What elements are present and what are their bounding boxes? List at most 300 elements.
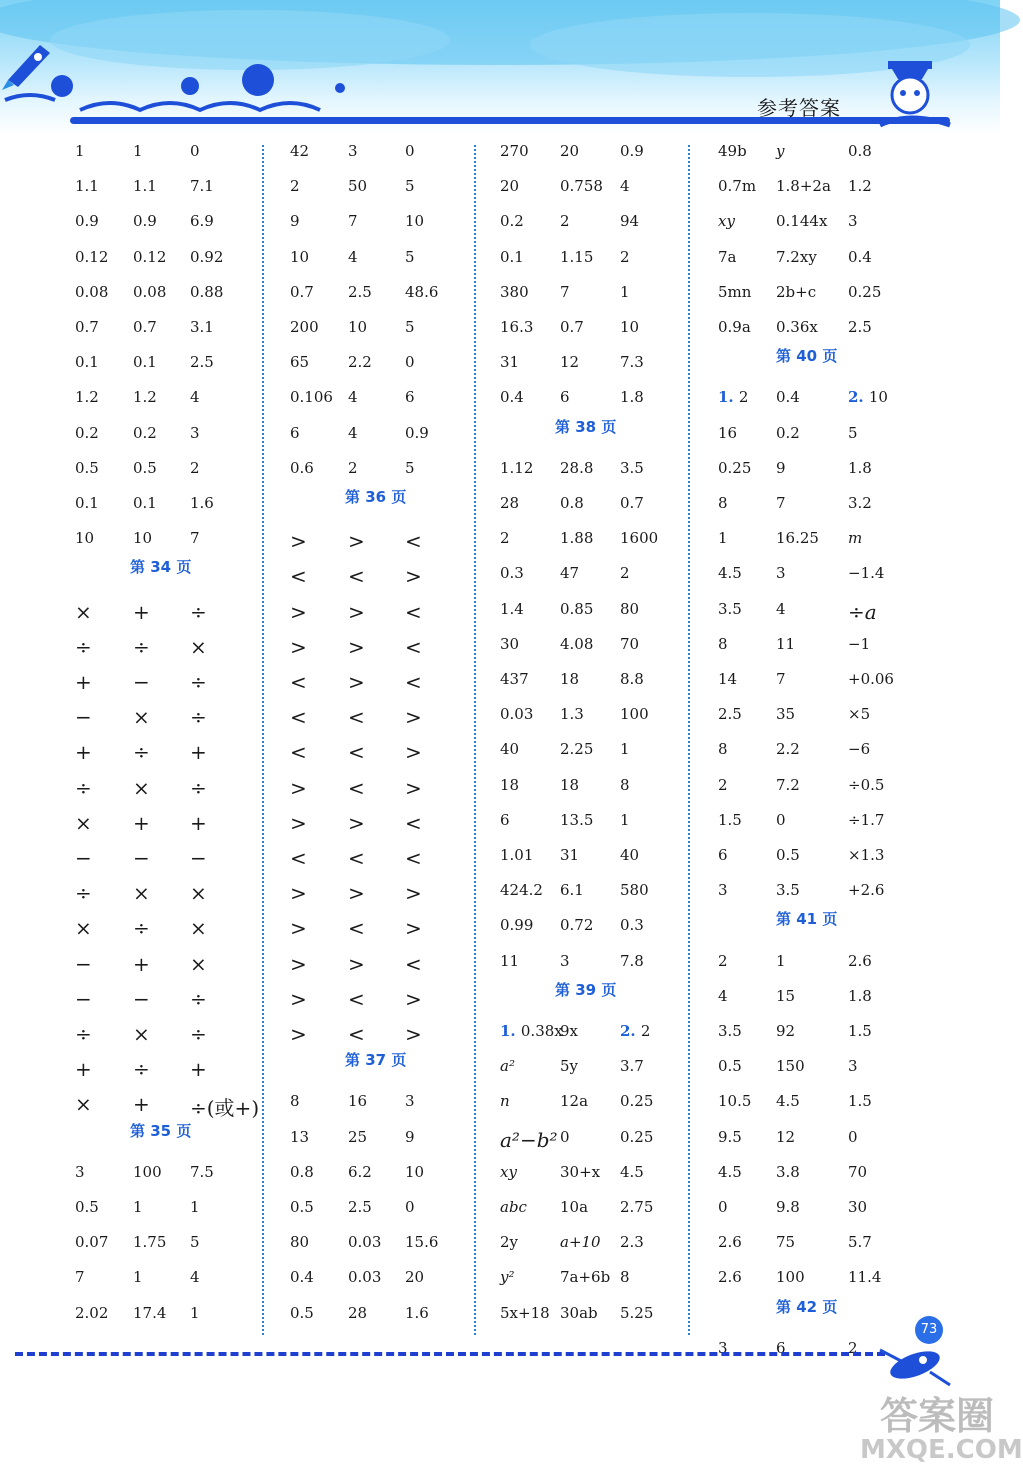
answer-cell: >: [348, 951, 365, 976]
answer-cell: 0.03: [348, 1268, 382, 1287]
answer-cell: 580: [620, 881, 649, 900]
answer-cell: 15.6: [405, 1233, 439, 1252]
answer-row: [290, 177, 470, 207]
answer-cell: >: [290, 881, 307, 906]
answer-cell: >: [405, 740, 422, 765]
answer-cell: <: [290, 705, 307, 730]
answer-cell: ×5: [848, 705, 871, 724]
answer-row: [500, 952, 685, 982]
answer-cell: 7a+6b: [560, 1268, 611, 1287]
answer-cell: 0.3: [620, 916, 644, 935]
section-heading: 第 38 页: [555, 417, 617, 436]
answer-row: [290, 424, 470, 454]
answer-row: [718, 283, 958, 313]
answer-cell: 8: [718, 740, 728, 759]
section-heading: 第 36 页: [345, 488, 407, 506]
answer-row: [75, 142, 260, 172]
answer-row: [718, 670, 958, 700]
answer-cell: ÷: [190, 775, 207, 800]
answer-row: [718, 424, 958, 454]
answer-cell: 2.5: [190, 353, 214, 372]
answer-cell: 16.3: [500, 318, 534, 336]
answer-cell: 42: [290, 142, 310, 160]
answer-cell: 6: [405, 388, 415, 407]
answer-row: [500, 740, 685, 770]
rocket-icon: [0, 35, 60, 95]
answer-row: [75, 1163, 260, 1193]
answer-cell: >: [290, 775, 307, 800]
answer-row: [500, 142, 685, 172]
answer-cell: 6: [290, 423, 300, 442]
answer-cell: 18: [560, 670, 580, 688]
answer-cell: ÷: [190, 705, 207, 730]
answer-row: [500, 283, 685, 313]
answer-row: [500, 1022, 685, 1052]
answer-cell: 1.6: [405, 1303, 429, 1322]
watermark-logo: 答案圈: [880, 1394, 995, 1438]
answer-row: [500, 1163, 685, 1193]
answer-cell: 0: [405, 353, 415, 372]
answer-cell: 17.4: [133, 1303, 167, 1322]
answer-cell: 13: [290, 1127, 310, 1146]
answer-row: [290, 846, 470, 876]
answer-cell: 20: [560, 142, 580, 160]
answer-row: [75, 811, 260, 841]
answer-cell: 28.8: [560, 458, 594, 477]
answer-cell: 2: [718, 951, 728, 970]
answer-cell: a²−b²: [500, 1127, 558, 1152]
answer-row: [75, 952, 260, 982]
section-heading: 第 37 页: [345, 1051, 407, 1070]
answer-row: [75, 1092, 260, 1122]
answer-cell: 9x: [560, 1022, 579, 1040]
answer-cell: 0.88: [190, 282, 224, 301]
answer-cell: 1.2: [75, 388, 99, 407]
answer-cell: 18: [560, 775, 580, 794]
answer-cell: 4: [190, 388, 200, 407]
answer-cell: 0.12: [133, 247, 167, 266]
answer-cell: 437: [500, 670, 529, 688]
answer-cell: +: [190, 740, 207, 765]
answer-cell: 3: [718, 881, 728, 900]
answer-cell: 1: [133, 142, 143, 160]
answer-cell: 1.2: [133, 388, 157, 407]
answer-cell: 4.5: [718, 564, 742, 583]
answer-cell: 14: [718, 670, 738, 688]
answer-cell: 4: [348, 247, 358, 266]
answer-cell: 3: [848, 212, 858, 231]
answer-cell: 0.758: [560, 177, 603, 196]
answer-row: [290, 142, 470, 172]
answer-row: [290, 248, 470, 278]
answer-cell: 10: [75, 529, 95, 548]
answer-cell: 7.8: [620, 951, 644, 970]
answer-cell: ÷: [133, 740, 150, 765]
answer-cell: ÷: [190, 670, 207, 694]
answer-cell: 31: [560, 846, 580, 864]
answer-cell: 16: [348, 1092, 368, 1111]
answer-cell: 7: [190, 529, 200, 548]
answer-cell: 5: [190, 1233, 200, 1252]
answer-cell: 3.1: [190, 318, 214, 336]
answer-cell: 7a: [718, 247, 737, 266]
answer-row: [290, 212, 470, 242]
watermark-url: MXQE.COM: [860, 1435, 1023, 1465]
answer-cell: <: [405, 529, 422, 554]
answer-cell: 1. 2: [718, 388, 749, 407]
answer-cell: −6: [848, 740, 871, 759]
answer-cell: 2: [500, 529, 510, 548]
answer-cell: 5: [405, 247, 415, 266]
answer-cell: 0.2: [776, 423, 800, 442]
answer-cell: 12a: [560, 1092, 589, 1111]
answer-row: [290, 564, 470, 594]
answer-cell: 0.1: [133, 494, 157, 512]
answer-cell: 100: [776, 1268, 805, 1287]
answer-cell: ×: [75, 599, 92, 624]
answer-row: [718, 1092, 958, 1122]
answer-cell: 0: [405, 142, 415, 160]
answer-cell: <: [348, 1022, 365, 1046]
answer-cell: 4: [348, 388, 358, 407]
answer-cell: 0.25: [620, 1092, 654, 1111]
answer-row: [75, 1233, 260, 1263]
answer-cell: 0.1: [500, 247, 524, 266]
answer-cell: 2.25: [560, 740, 594, 759]
answer-row: [500, 881, 685, 911]
answer-cell: 9.8: [776, 1198, 800, 1216]
answer-row: [500, 388, 685, 418]
answer-cell: 70: [620, 634, 640, 653]
answer-row: [500, 494, 685, 524]
answer-column-1: [75, 140, 260, 1340]
answer-cell: 2.75: [620, 1198, 654, 1216]
answer-row: [75, 212, 260, 242]
answer-row: [75, 635, 260, 665]
answer-row: [290, 1233, 470, 1263]
answer-cell: 3.2: [848, 494, 872, 512]
answer-cell: 7.5: [190, 1162, 214, 1181]
answer-column-3: [500, 140, 685, 1340]
answer-cell: ÷a: [848, 599, 877, 624]
answer-cell: 1.88: [560, 529, 594, 548]
answer-cell: 0.07: [75, 1233, 109, 1252]
answer-cell: 7.1: [190, 177, 214, 196]
answer-row: [75, 494, 260, 524]
answer-cell: 3: [560, 951, 570, 970]
answer-cell: <: [290, 564, 307, 589]
answer-row: [718, 564, 958, 594]
answer-cell: +: [133, 951, 150, 976]
answer-cell: 0.2: [133, 423, 157, 442]
answer-cell: 16.25: [776, 529, 819, 548]
answer-row: [500, 212, 685, 242]
answer-cell: >: [348, 529, 365, 554]
answer-cell: ×: [190, 634, 207, 659]
answer-cell: 11: [500, 951, 520, 970]
answer-row: [75, 916, 260, 946]
answer-row: [500, 600, 685, 630]
answer-row: [290, 600, 470, 630]
answer-cell: 2. 2: [620, 1022, 651, 1040]
answer-cell: >: [290, 1022, 307, 1046]
column-divider: [262, 145, 264, 1335]
sky-decoration: [0, 0, 1000, 135]
answer-row: [75, 705, 260, 735]
answer-cell: 3.7: [620, 1057, 644, 1076]
answer-cell: 0.7: [620, 494, 644, 512]
answer-cell: 15: [776, 986, 796, 1005]
answer-cell: 1: [620, 740, 630, 759]
answer-cell: 4.5: [776, 1092, 800, 1111]
answer-cell: <: [348, 916, 365, 941]
answer-row: [500, 1128, 685, 1158]
answer-row: [500, 670, 685, 700]
answer-cell: 2.6: [718, 1268, 742, 1287]
answer-cell: 0: [405, 1198, 415, 1216]
answer-row: [718, 987, 958, 1017]
answer-cell: 3: [348, 142, 358, 160]
answer-cell: 0.5: [290, 1198, 314, 1216]
answer-cell: ×: [133, 1022, 150, 1046]
answer-row: [75, 600, 260, 630]
answer-cell: 92: [776, 1022, 796, 1040]
answer-cell: ÷: [190, 1022, 207, 1046]
answer-cell: 6.1: [560, 881, 584, 900]
answer-cell: 0: [776, 810, 786, 829]
answer-cell: 0.8: [848, 142, 872, 160]
page-header: [0, 0, 1000, 135]
answer-cell: 0.25: [848, 282, 882, 301]
answer-cell: 0.106: [290, 388, 333, 407]
answer-cell: 1: [190, 1198, 200, 1216]
answer-row: [290, 670, 470, 700]
answer-cell: 10: [405, 1162, 425, 1181]
answer-cell: abc: [500, 1198, 527, 1216]
answer-row: [75, 459, 260, 489]
answer-cell: 8: [620, 1268, 630, 1287]
answer-cell: 0.36x: [776, 318, 818, 336]
section-heading: 第 34 页: [130, 558, 192, 577]
answer-row: [290, 811, 470, 841]
answer-cell: 0.9: [75, 212, 99, 231]
answer-cell: −: [133, 670, 150, 694]
answer-cell: 0.5: [75, 1198, 99, 1216]
answer-cell: 10: [290, 247, 310, 266]
answer-row: [75, 1022, 260, 1052]
answer-cell: >: [290, 599, 307, 624]
answer-row: [75, 353, 260, 383]
answer-row: [290, 529, 470, 559]
answer-row: [290, 283, 470, 313]
answer-cell: 28: [348, 1303, 368, 1322]
answer-cell: 40: [500, 740, 520, 759]
answer-row: [718, 177, 958, 207]
answer-row: [718, 459, 958, 489]
answer-row: [290, 987, 470, 1017]
answer-cell: +: [133, 810, 150, 835]
answer-cell: 380: [500, 282, 529, 301]
answer-cell: +: [133, 1092, 150, 1117]
answer-row: [500, 177, 685, 207]
answer-cell: ÷(或+): [190, 1096, 260, 1121]
answer-row: [500, 916, 685, 946]
answer-cell: 0.144x: [776, 212, 828, 231]
answer-cell: +: [190, 810, 207, 835]
answer-cell: 0.1: [75, 494, 99, 512]
answer-cell: ×: [190, 881, 207, 906]
answer-cell: 80: [620, 599, 640, 618]
answer-cell: 5: [405, 177, 415, 196]
answer-cell: +: [190, 1057, 207, 1082]
answer-cell: 80: [290, 1233, 310, 1252]
answer-row: [290, 318, 470, 348]
answer-cell: 6.9: [190, 212, 214, 231]
answer-cell: 1600: [620, 529, 659, 548]
answer-column-2: [290, 140, 470, 1340]
answer-cell: 48.6: [405, 282, 439, 301]
answer-row: [75, 776, 260, 806]
answer-cell: 100: [620, 705, 649, 724]
answer-cell: 0.6: [290, 458, 314, 477]
answer-cell: 7.2xy: [776, 247, 817, 266]
answer-row: [500, 564, 685, 594]
answer-cell: 1.12: [500, 458, 534, 477]
answer-cell: 0: [718, 1198, 728, 1216]
answer-row: [718, 142, 958, 172]
answer-cell: 1.15: [560, 247, 594, 266]
answer-cell: 7.3: [620, 353, 644, 372]
answer-cell: 0.03: [348, 1233, 382, 1252]
answer-cell: y²: [500, 1268, 515, 1287]
answer-cell: 2: [848, 1338, 858, 1357]
answer-cell: a²: [500, 1057, 515, 1076]
answer-cell: 5.25: [620, 1303, 654, 1322]
answer-cell: 1.8+2a: [776, 177, 831, 196]
answer-cell: 0.1: [75, 353, 99, 372]
answer-cell: 2.5: [348, 1198, 372, 1216]
answer-cell: 1.8: [848, 458, 872, 477]
answer-cell: 2.6: [718, 1233, 742, 1252]
answer-cell: 0.12: [75, 247, 109, 266]
answer-cell: <: [290, 846, 307, 870]
answer-row: [500, 635, 685, 665]
section-heading: 第 35 页: [130, 1121, 192, 1140]
answer-cell: 8: [290, 1092, 300, 1111]
answer-cell: ÷: [190, 599, 207, 624]
answer-row: [290, 1304, 470, 1334]
answer-row: [290, 1092, 470, 1122]
answer-cell: 2.2: [776, 740, 800, 759]
answer-cell: n: [500, 1092, 510, 1111]
answer-row: [500, 811, 685, 841]
answer-cell: 0.08: [133, 282, 167, 301]
answer-cell: ×: [75, 916, 92, 941]
answer-cell: xy: [500, 1162, 517, 1181]
answer-cell: 70: [848, 1162, 868, 1181]
answer-row: [290, 952, 470, 982]
answer-cell: 3.5: [776, 881, 800, 900]
answer-cell: <: [348, 846, 365, 870]
answer-cell: 3: [405, 1092, 415, 1111]
answer-row: [500, 1198, 685, 1228]
answer-column-4: [718, 140, 958, 1357]
answer-cell: 5: [405, 318, 415, 336]
answer-cell: 1.5: [848, 1092, 872, 1111]
answer-row: [718, 388, 958, 418]
answer-cell: 0.7: [560, 318, 584, 336]
answer-cell: 9: [405, 1127, 415, 1146]
answer-row: [75, 1268, 260, 1298]
answer-row: [290, 1198, 470, 1228]
answer-cell: 200: [290, 318, 319, 336]
answer-cell: 49b: [718, 142, 747, 160]
answer-cell: 6: [718, 846, 728, 864]
answer-cell: >: [405, 986, 422, 1011]
answer-cell: 1.2: [848, 177, 872, 196]
answer-cell: <: [290, 740, 307, 765]
answer-cell: 1.4: [500, 599, 524, 618]
answer-cell: 12: [560, 353, 580, 372]
answer-cell: 4: [348, 423, 358, 442]
answer-cell: >: [405, 564, 422, 589]
answer-cell: ×: [133, 881, 150, 906]
answer-row: [500, 353, 685, 383]
answer-cell: ×: [75, 1092, 92, 1117]
answer-row: [500, 1057, 685, 1087]
answer-cell: 0.9: [133, 212, 157, 231]
answer-cell: <: [405, 810, 422, 835]
answer-row: [718, 635, 958, 665]
answer-cell: >: [405, 881, 422, 906]
answer-cell: 4: [776, 599, 786, 618]
answer-row: [75, 670, 260, 700]
answer-cell: <: [348, 775, 365, 800]
answer-cell: 1.1: [133, 177, 157, 196]
answer-cell: 0.4: [776, 388, 800, 407]
answer-cell: >: [348, 881, 365, 906]
answer-row: [500, 1304, 685, 1334]
answer-cell: 31: [500, 353, 520, 372]
answer-cell: >: [348, 670, 365, 694]
answer-cell: 0.72: [560, 916, 594, 935]
answer-row: [290, 1022, 470, 1052]
answer-row: [718, 811, 958, 841]
answer-cell: 0.25: [718, 458, 752, 477]
answer-row: [290, 635, 470, 665]
answer-cell: 10: [620, 318, 640, 336]
answer-cell: 10: [348, 318, 368, 336]
answer-cell: 1.5: [848, 1022, 872, 1040]
answer-cell: 0.92: [190, 247, 224, 266]
answer-cell: 0.2: [75, 423, 99, 442]
answer-row: [290, 705, 470, 735]
answer-row: [500, 1268, 685, 1298]
answer-cell: 5x+18: [500, 1303, 550, 1322]
answer-row: [75, 283, 260, 313]
answer-cell: ÷: [133, 1057, 150, 1082]
answer-cell: 18: [500, 775, 520, 794]
answer-row: [718, 212, 958, 242]
answer-cell: 1.75: [133, 1233, 167, 1252]
answer-cell: +: [75, 740, 92, 765]
answer-cell: 30+x: [560, 1162, 601, 1181]
answer-cell: 47: [560, 564, 580, 583]
answer-cell: 7: [776, 670, 786, 688]
answer-row: [718, 529, 958, 559]
answer-cell: 2: [348, 458, 358, 477]
answer-cell: y: [776, 142, 785, 160]
